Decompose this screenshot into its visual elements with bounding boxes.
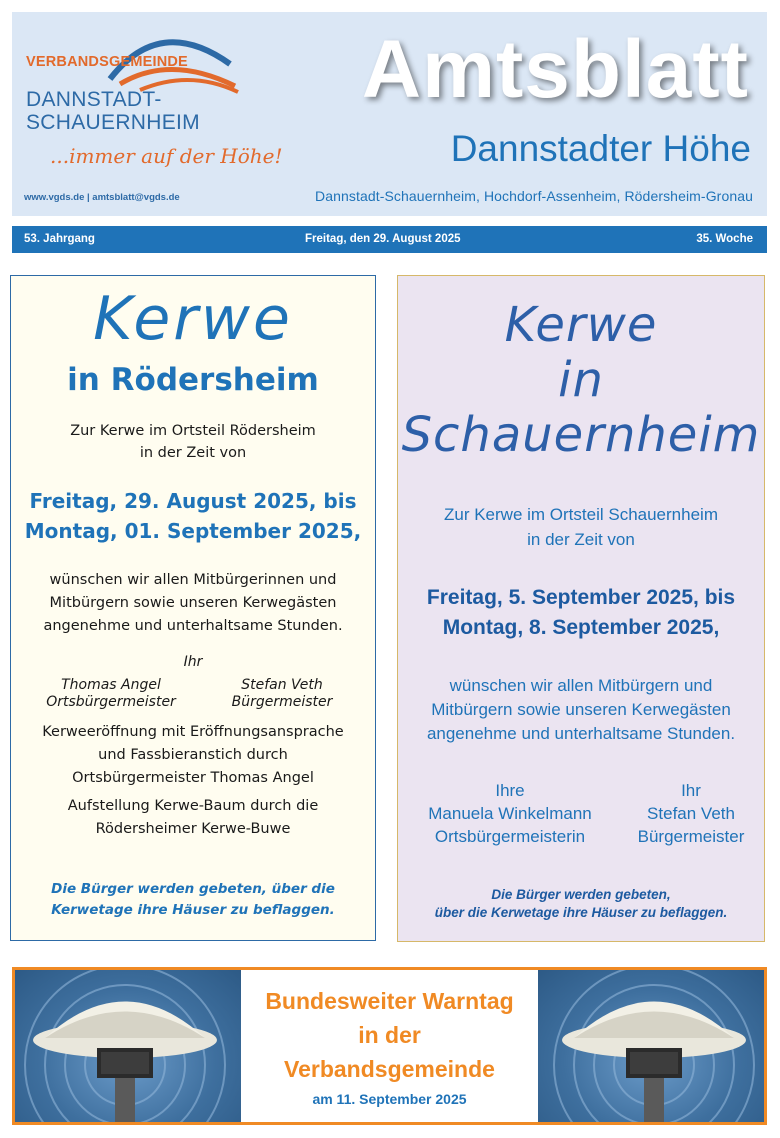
- signature-role: Ortsbürgermeisterin: [434, 827, 586, 846]
- flag-line: über die Kerwetage ihre Häuser zu beflaggen.: [434, 905, 728, 920]
- kerwe-schauernheim-notice: [397, 275, 765, 942]
- notice-opening: [11, 721, 375, 790]
- masthead: [12, 12, 767, 216]
- tree-line: Rödersheimer Kerwe-Buwe: [95, 821, 291, 837]
- signature-greeting: Ihr: [183, 654, 203, 670]
- publication-subtitle: Dannstadter Höhe: [450, 128, 751, 169]
- wish-line: Mitbürgern sowie unseren Kerwegästen: [431, 700, 731, 719]
- notice-wishes: [398, 674, 764, 746]
- flag-line: Die Bürger werden gebeten,: [491, 887, 671, 902]
- banner-date: am 11. September 2025: [312, 1091, 467, 1107]
- contact-info: www.vgds.de | amtsblatt@vgds.de: [24, 192, 180, 203]
- intro-line: Zur Kerwe im Ortsteil Rödersheim: [70, 423, 316, 439]
- banner-line: in der: [358, 1022, 421, 1048]
- signature-mayor: [616, 779, 766, 848]
- notice-dates: [398, 583, 764, 643]
- wish-line: wünschen wir allen Mitbürgern und: [449, 676, 713, 695]
- signature-role: Bürgermeister: [637, 827, 745, 846]
- notice-flag-request: [11, 879, 375, 921]
- intro-line: in der Zeit von: [527, 530, 635, 549]
- opening-line: und Fassbieranstich durch: [98, 747, 288, 763]
- signature-name: Stefan Veth: [647, 804, 735, 823]
- week-number: 35. Woche: [696, 233, 753, 245]
- signature-name: Manuela Winkelmann: [428, 804, 592, 823]
- signature-name: Stefan Veth: [241, 677, 323, 693]
- intro-line: in der Zeit von: [139, 445, 247, 461]
- notice-title: [398, 298, 764, 463]
- wish-line: wünschen wir allen Mitbürgerinnen und: [49, 572, 337, 588]
- kerwe-roedersheim-notice: [10, 275, 376, 941]
- siren-icon: [538, 970, 764, 1122]
- wish-line: Mitbürgern sowie unseren Kerwegästen: [49, 595, 337, 611]
- signature-mayor-local: [31, 677, 191, 711]
- notice-intro: [398, 502, 764, 552]
- notice-wishes: [11, 569, 375, 638]
- notice-subtitle: in Rödersheim: [67, 362, 319, 398]
- notice-intro: [11, 420, 375, 464]
- publication-title: Amtsblatt: [361, 24, 749, 115]
- banner-line: Verbandsgemeinde: [284, 1056, 495, 1082]
- intro-line: Zur Kerwe im Ortsteil Schauernheim: [444, 505, 718, 524]
- notice-dates: [11, 486, 375, 546]
- warning-day-banner: [12, 967, 767, 1125]
- siren-image-left: [15, 970, 241, 1122]
- date-line: Freitag, 29. August 2025, bis: [29, 489, 357, 513]
- siren-image-right: [538, 970, 764, 1122]
- volume-number: 53. Jahrgang: [24, 233, 95, 245]
- wish-line: angenehme und unterhaltsame Stunden.: [426, 724, 736, 743]
- publication-places: Dannstadt-Schauernheim, Hochdorf-Assenheim, Rödersheim-Gronau: [315, 188, 753, 204]
- siren-icon: [15, 970, 241, 1122]
- notice-flag-request: [398, 886, 764, 922]
- logo-slogan: ...immer auf der Höhe!: [50, 144, 283, 168]
- logo-org-name: VERBANDSGEMEINDE: [26, 54, 188, 70]
- logo-municipality-line1: DANNSTADT-: [26, 88, 162, 111]
- signature-mayor: [207, 677, 357, 711]
- notice-title: Kerwe: [93, 284, 293, 354]
- date-line: Freitag, 5. September 2025, bis: [426, 586, 736, 609]
- flag-line: Die Bürger werden gebeten, über die: [51, 881, 335, 897]
- signature-greeting: Ihre: [495, 781, 525, 800]
- title-line: Schauernheim: [401, 407, 761, 463]
- issue-date: Freitag, den 29. August 2025: [305, 233, 461, 245]
- wish-line: angenehme und unterhaltsame Stunden.: [43, 618, 343, 634]
- title-line: Kerwe: [504, 297, 658, 353]
- logo-municipality: [26, 88, 200, 134]
- tree-line: Aufstellung Kerwe-Baum durch die: [67, 798, 319, 814]
- title-line: in: [558, 352, 604, 408]
- date-line: Montag, 8. September 2025,: [442, 616, 720, 639]
- opening-line: Kerweeröffnung mit Eröffnungsansprache: [42, 724, 344, 740]
- issue-info-bar: [12, 226, 767, 253]
- signature-role: Ortsbürgermeister: [46, 694, 176, 710]
- signature-greeting: Ihr: [681, 781, 701, 800]
- signature-mayor-local: [410, 779, 610, 848]
- notice-tree: [11, 795, 375, 841]
- banner-line: Bundesweiter Warntag: [265, 988, 514, 1014]
- signature-name: Thomas Angel: [61, 677, 161, 693]
- opening-line: Ortsbürgermeister Thomas Angel: [72, 770, 314, 786]
- flag-line: Kerwetage ihre Häuser zu beflaggen.: [51, 902, 335, 918]
- logo-municipality-line2: SCHAUERNHEIM: [26, 111, 200, 134]
- date-line: Montag, 01. September 2025,: [24, 519, 362, 543]
- signature-role: Bürgermeister: [231, 694, 333, 710]
- banner-text: [241, 970, 538, 1122]
